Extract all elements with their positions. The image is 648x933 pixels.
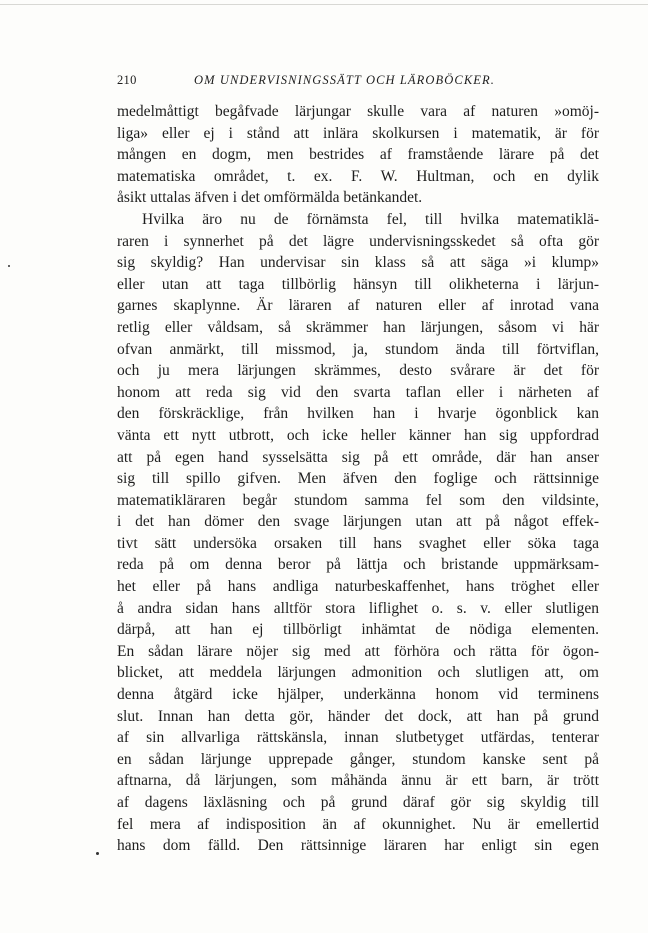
text-line: denna åtgärd icke hjälper, underkänna honom vid terminens: [117, 686, 599, 704]
text-line: därpå, att han ej tillbörligt inhämtat de nödiga elementen.: [117, 621, 599, 639]
paragraph-start-line: Hvilka äro nu de förnämsta fel, till hvilka matematiklä-: [142, 210, 599, 228]
text-line: raren i synnerhet på det lägre undervisningsskedet så ofta gör: [117, 232, 599, 250]
text-line: att på egen hand sysselsätta sig på ett område, där han anser: [117, 448, 599, 466]
text-line: garnes skaplynne. Är läraren af naturen eller af inrotad vana: [117, 297, 599, 315]
text-line: å andra sidan hans alltför stora liflighet o. s. v. eller slutligen: [117, 599, 599, 617]
text-line: i det han dömer den svage lärjungen utan att på något effek-: [117, 513, 599, 531]
scan-speck: [96, 852, 99, 855]
text-line: och ju mera lärjungen skrämmes, desto svårare är det för: [117, 362, 599, 380]
text-line: sig till spillo gifven. Men äfven den foglige och rättsinnige: [117, 470, 599, 488]
text-line: slut. Innan han detta gör, händer det dock, att han på grund: [117, 707, 599, 725]
running-title: OM UNDERVISNINGSSÄTT OCH LÄROBÖCKER.: [194, 73, 495, 87]
page-top-edge-rule: [0, 4, 648, 5]
page-number: 210: [117, 73, 137, 87]
text-line: ofvan anmärkt, till missmod, ja, stundom ända till förtviflan,: [117, 340, 599, 358]
body-text: [117, 101, 599, 857]
text-line: retlig eller våldsam, så skrämmer han lärjungen, såsom vi här: [117, 318, 599, 336]
scan-speck: [8, 265, 10, 267]
text-line: den förskräcklige, från hvilken han i hvarje ögonblick kan: [117, 405, 599, 423]
text-line: fel mera af indisposition än af okunnighet. Nu är emellertid: [117, 815, 599, 833]
paragraph-end-line: åsikt uttalas äfven i det omförmälda betänkandet.: [117, 189, 423, 207]
text-line: af dagens läxläsning och på grund däraf gör sig skyldig till: [117, 794, 599, 811]
text-line: het eller på hans andliga naturbeskaffenhet, hans tröghet eller: [117, 578, 599, 596]
text-line: af sin allvarliga rättskänsla, innan slutbetyget utfärdas, tenterar: [117, 729, 599, 747]
text-line: matematikläraren begår stundom samma fel som den vildsinte,: [117, 491, 599, 509]
text-line: honom att reda sig vid den svarta taflan eller i närheten af: [117, 383, 599, 401]
text-line: En sådan lärare nöjer sig med att förhöra och rätta för ögon-: [117, 642, 599, 660]
text-line: matematiska området, t. ex. F. W. Hultman, och en dylik: [117, 167, 599, 185]
text-line: liga» eller ej i stånd att inlära skolkursen i matematik, är för: [117, 124, 599, 142]
text-line: blicket, att meddela lärjungen admonition och slutligen att, om: [117, 664, 599, 682]
text-line: vänta ett nytt utbrott, och icke heller känner han sig uppfordrad: [117, 426, 599, 444]
text-line: reda på om denna beror på lättja och bristande uppmärksam-: [117, 556, 599, 574]
text-line: en sådan lärjunge upprepade gånger, stundom kanske sent på: [117, 750, 599, 768]
text-line: mången en dogm, men bestrides af framstående lärare på det: [117, 146, 599, 164]
text-line: eller utan att taga tillbörlig hänsyn till olikheterna i lärjun-: [117, 275, 599, 293]
text-line: sig skyldig? Han undervisar sin klass så att säga »i klump»: [117, 254, 599, 272]
page-header: [117, 73, 597, 91]
text-line: aftnarna, då lärjungen, som måhända ännu är ett barn, är trött: [117, 772, 599, 790]
text-line: hans dom fälld. Den rättsinnige läraren har enligt sin egen: [117, 837, 599, 855]
text-line: tivt sätt undersöka orsaken till hans svaghet eller söka taga: [117, 534, 599, 552]
text-line: medelmåttigt begåfvade lärjungar skulle vara af naturen »omöj-: [117, 103, 599, 120]
